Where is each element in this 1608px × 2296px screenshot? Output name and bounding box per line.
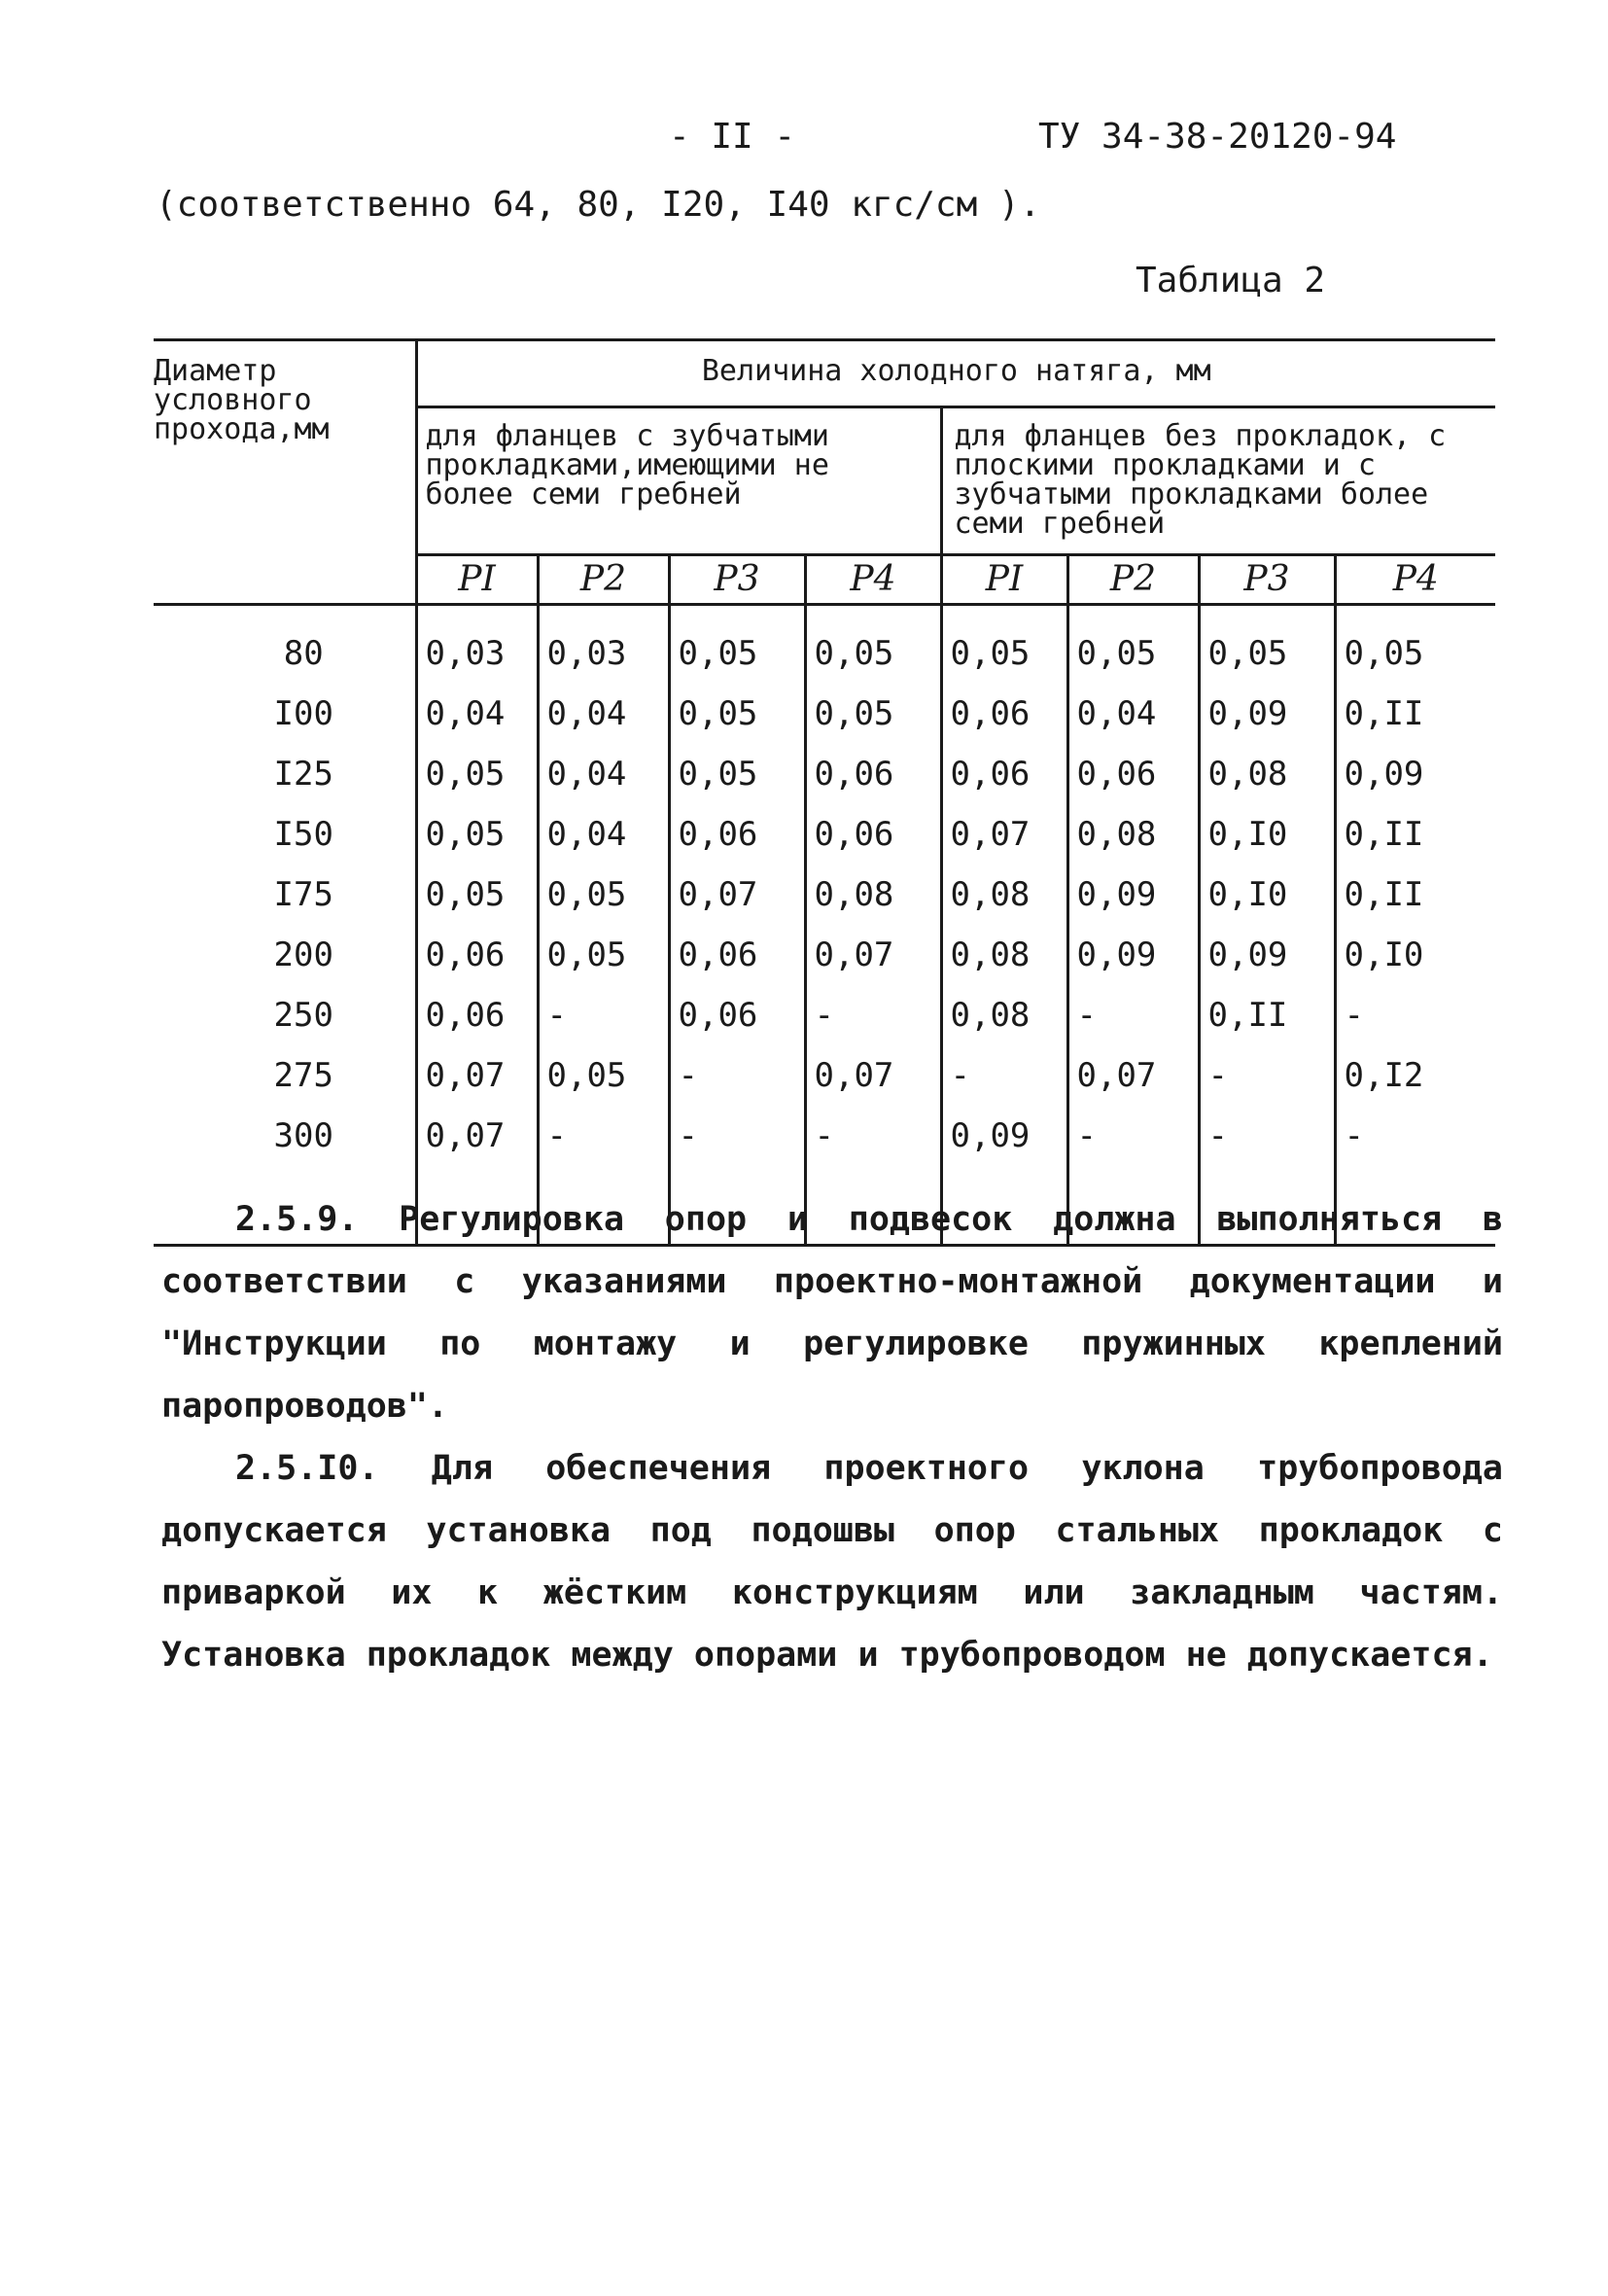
value-cell: 0,06 <box>669 985 805 1045</box>
p-label: P2 <box>1067 555 1199 605</box>
body-text <box>161 1188 1503 1686</box>
value-cell: 0,05 <box>538 865 669 925</box>
value-cell: - <box>538 1106 669 1166</box>
value-cell: 0,06 <box>805 804 941 865</box>
diameter-cell: I25 <box>273 755 333 794</box>
group-header: Величина холодного натяга, мм <box>701 354 1211 388</box>
document-code: ТУ 34-38-20120-94 <box>1038 117 1397 157</box>
value-cell: 0,I0 <box>1335 925 1495 985</box>
value-cell: 0,04 <box>1067 684 1199 744</box>
value-cell: 0,07 <box>941 804 1067 865</box>
diameter-cell: 300 <box>273 1116 333 1155</box>
diameter-cell: I75 <box>273 875 333 914</box>
value-cell: 0,07 <box>1067 1045 1199 1106</box>
value-cell: - <box>1199 1106 1335 1166</box>
value-cell: 0,09 <box>1067 925 1199 985</box>
table-row <box>154 804 1495 865</box>
cold-tension-table <box>154 338 1495 1247</box>
diameter-cell: I50 <box>273 815 333 854</box>
paragraph-2-5-10: 2.5.I0. Для обеспечения проектного уклона трубопровода допускается установка под подошвы опор стальных прокладок с приваркой их к жёстким конструкциям или закладным частям. Установка прокладок между опорами и трубопроводом не допускается. <box>161 1449 1503 1675</box>
value-cell: - <box>669 1045 805 1106</box>
table-row <box>154 744 1495 804</box>
value-cell: - <box>1067 1106 1199 1166</box>
value-cell: - <box>669 1106 805 1166</box>
value-cell: 0,II <box>1199 985 1335 1045</box>
value-cell: 0,II <box>1335 684 1495 744</box>
diameter-cell: 250 <box>273 996 333 1035</box>
value-cell: 0,07 <box>416 1045 538 1106</box>
subgroup-header-toothed: для фланцев с зубчатыми прокладками,имеющими не более семи гребней <box>425 419 829 512</box>
table-body <box>154 605 1495 1246</box>
diameter-cell: 275 <box>273 1056 333 1095</box>
value-cell: 0,05 <box>669 744 805 804</box>
value-cell: 0,09 <box>1067 865 1199 925</box>
table-row <box>154 1106 1495 1166</box>
table-row <box>154 605 1495 685</box>
value-cell: - <box>805 985 941 1045</box>
page-number: - II - <box>669 117 796 157</box>
table-row <box>154 865 1495 925</box>
table-caption: Таблица 2 <box>1136 261 1326 300</box>
p-label: P4 <box>1335 555 1495 605</box>
value-cell: 0,05 <box>538 1045 669 1106</box>
value-cell: 0,08 <box>941 865 1067 925</box>
p-label: PI <box>941 555 1067 605</box>
value-cell: 0,05 <box>1335 605 1495 685</box>
value-cell: 0,04 <box>538 684 669 744</box>
value-cell: 0,05 <box>416 865 538 925</box>
p-label: P3 <box>669 555 805 605</box>
value-cell: 0,05 <box>416 744 538 804</box>
value-cell: 0,04 <box>538 744 669 804</box>
value-cell: 0,06 <box>416 985 538 1045</box>
p-label: P3 <box>1199 555 1335 605</box>
value-cell: - <box>1199 1045 1335 1106</box>
value-cell: 0,I0 <box>1199 865 1335 925</box>
value-cell: 0,07 <box>669 865 805 925</box>
value-cell: 0,09 <box>1335 744 1495 804</box>
value-cell: 0,05 <box>416 804 538 865</box>
paragraph-2-5-9: 2.5.9. Регулировка опор и подвесок должна выполняться в соответствии с указаниями проектно-монтажной документации и "Инструкции по монтажу и регулировке пружинных креплений паропроводов". <box>161 1200 1503 1426</box>
value-cell: - <box>1335 985 1495 1045</box>
intro-line: (соответственно 64, 80, I20, I40 кгс/см ). <box>156 185 1041 225</box>
diameter-cell: I00 <box>273 694 333 733</box>
subgroup-header-flat: для фланцев без прокладок, с плоскими прокладками и с зубчатыми прокладками более семи гребней <box>954 419 1447 541</box>
p-label: PI <box>416 555 538 605</box>
value-cell: 0,08 <box>1199 744 1335 804</box>
value-cell: 0,II <box>1335 804 1495 865</box>
value-cell: 0,06 <box>1067 744 1199 804</box>
diameter-cell: 80 <box>283 634 324 673</box>
value-cell: 0,09 <box>1199 925 1335 985</box>
value-cell: 0,I2 <box>1335 1045 1495 1106</box>
value-cell: - <box>538 985 669 1045</box>
value-cell: 0,05 <box>669 605 805 685</box>
value-cell: 0,05 <box>805 684 941 744</box>
value-cell: 0,05 <box>805 605 941 685</box>
value-cell: 0,05 <box>669 684 805 744</box>
table-row <box>154 925 1495 985</box>
p-label: P4 <box>805 555 941 605</box>
value-cell: 0,06 <box>805 744 941 804</box>
value-cell: 0,05 <box>538 925 669 985</box>
value-cell: 0,06 <box>669 925 805 985</box>
value-cell: 0,03 <box>416 605 538 685</box>
value-cell: - <box>1335 1106 1495 1166</box>
value-cell: 0,07 <box>805 925 941 985</box>
value-cell: 0,04 <box>416 684 538 744</box>
value-cell: 0,03 <box>538 605 669 685</box>
col-diameter-header: Диаметр условного прохода,мм <box>154 354 330 446</box>
value-cell: 0,08 <box>805 865 941 925</box>
value-cell: 0,09 <box>941 1106 1067 1166</box>
value-cell: 0,06 <box>941 684 1067 744</box>
value-cell: 0,II <box>1335 865 1495 925</box>
value-cell: 0,07 <box>805 1045 941 1106</box>
value-cell: - <box>805 1106 941 1166</box>
value-cell: 0,09 <box>1199 684 1335 744</box>
value-cell: 0,06 <box>669 804 805 865</box>
value-cell: 0,08 <box>941 925 1067 985</box>
p-label: P2 <box>538 555 669 605</box>
diameter-cell: 200 <box>273 936 333 974</box>
value-cell: 0,08 <box>1067 804 1199 865</box>
value-cell: 0,04 <box>538 804 669 865</box>
value-cell: 0,I0 <box>1199 804 1335 865</box>
table-row <box>154 985 1495 1045</box>
value-cell: 0,05 <box>1199 605 1335 685</box>
value-cell: 0,06 <box>941 744 1067 804</box>
value-cell: - <box>941 1045 1067 1106</box>
value-cell: 0,05 <box>1067 605 1199 685</box>
value-cell: - <box>1067 985 1199 1045</box>
value-cell: 0,08 <box>941 985 1067 1045</box>
value-cell: 0,05 <box>941 605 1067 685</box>
table-row <box>154 684 1495 744</box>
value-cell: 0,07 <box>416 1106 538 1166</box>
value-cell: 0,06 <box>416 925 538 985</box>
table-row <box>154 1045 1495 1106</box>
